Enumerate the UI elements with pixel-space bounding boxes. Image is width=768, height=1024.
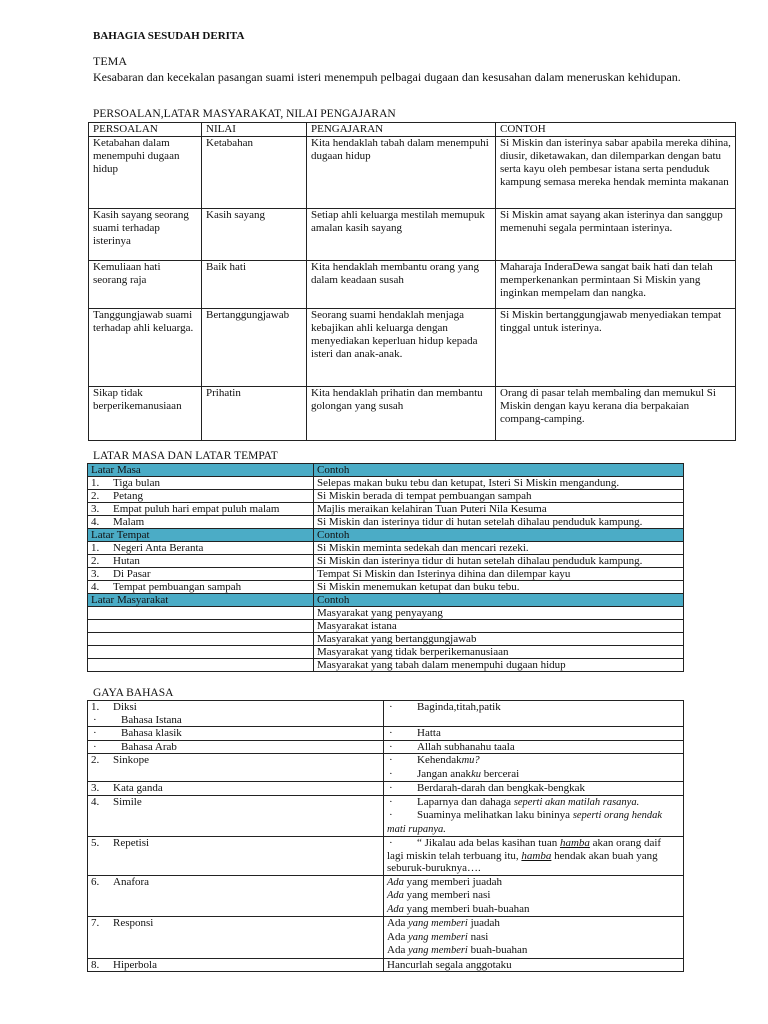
example-text: yang memberi: [408, 945, 468, 956]
group-label: Latar Tempat: [88, 529, 314, 542]
example-text: yang memberi: [408, 931, 468, 943]
latar-contoh: Si Miskin dan isterinya tidur di hutan setelah dihalau penduduk kampung.: [314, 516, 684, 529]
example-text: juadah: [467, 917, 500, 929]
table-cell: Kemuliaan hati seorang raja: [89, 261, 202, 309]
type-label: Sinkope: [113, 754, 150, 766]
latar-contoh: Tempat Si Miskin dan Isterinya dihina dan dilempar kayu: [314, 568, 684, 581]
tema-heading: TEMA: [93, 54, 127, 68]
column-header: PERSOALAN: [89, 123, 202, 137]
example-line: [387, 876, 680, 890]
latar-item: [88, 477, 314, 490]
table-row: [88, 555, 684, 568]
item-number: 3.: [91, 782, 100, 794]
example-text: yang memberi: [408, 918, 468, 929]
table-row: [88, 477, 684, 490]
table-cell: Tanggungjawab suami terhadap ahli keluarga.: [89, 309, 202, 387]
persoalan-table: [88, 122, 736, 441]
type-line: [91, 714, 380, 727]
example-text: Hatta: [417, 727, 441, 739]
table-row: [89, 261, 736, 309]
table-row: [89, 387, 736, 441]
example-line: [387, 796, 680, 810]
type-line: [91, 796, 380, 809]
table-row: [88, 837, 684, 876]
gaya-type: [88, 958, 384, 972]
gaya-type: [88, 837, 384, 876]
column-header: NILAI: [202, 123, 307, 137]
type-label: Kata ganda: [113, 782, 163, 794]
table-cell: Prihatin: [202, 387, 307, 441]
gaya-type: [88, 782, 384, 796]
item-text: Empat puluh hari empat puluh malam: [113, 503, 280, 515]
bullet-icon: ·: [389, 740, 393, 753]
type-label: Simile: [113, 795, 142, 808]
bullet-icon: ·: [93, 727, 97, 739]
item-number: 5.: [91, 837, 100, 849]
item-number: 1.: [91, 477, 100, 489]
column-header: CONTOH: [496, 123, 736, 137]
item-number: 7.: [91, 917, 100, 929]
item-number: 2.: [91, 754, 100, 766]
latar-contoh: Masyarakat istana: [314, 620, 684, 633]
example-text: Baginda,titah,patik: [417, 701, 501, 713]
item-number: 2.: [91, 490, 100, 502]
group-header-row: [88, 529, 684, 542]
example-text: hendak akan buah yang seburuk-buruknya….: [387, 849, 658, 874]
table-row: [88, 958, 684, 972]
example-text: hamba: [521, 849, 552, 862]
latar-contoh: Masyarakat yang bertanggungjawab: [314, 633, 684, 646]
example-line: [387, 727, 680, 740]
example-text: ku: [471, 768, 481, 780]
table-cell: Maharaja InderaDewa sangat baik hati dan telah memperkenankan permintaan Si Miskin yang inginkan mempelam dan nangka.: [496, 261, 736, 309]
bullet-icon: ·: [389, 809, 393, 821]
example-line: [387, 917, 680, 931]
bullet-icon: ·: [389, 782, 393, 794]
persoalan-heading: PERSOALAN,LATAR MASYARAKAT, NILAI PENGAJARAN: [93, 108, 396, 120]
example-text: akan orang daif lagi miskin telah terbuang itu,: [387, 837, 662, 862]
table-row: [88, 782, 684, 796]
group-header-row: [88, 594, 684, 607]
example-line: [387, 782, 680, 795]
table-cell: Baik hati: [202, 261, 307, 309]
item-text: Di Pasar: [113, 568, 151, 580]
gaya-example: [384, 740, 684, 754]
table-cell: Ketabahan: [202, 137, 307, 209]
example-text: Hancurlah segala anggotaku: [387, 958, 512, 971]
gaya-example: [384, 795, 684, 837]
example-text: seperti akan matilah rasanya.: [513, 796, 640, 808]
example-text: Ada: [387, 930, 409, 943]
table-row: [88, 875, 684, 917]
table-header-row: [89, 123, 736, 137]
table-cell: Sikap tidak berperikemanusiaan: [89, 387, 202, 441]
latar-heading: LATAR MASA DAN LATAR TEMPAT: [93, 450, 278, 462]
item-text: Malam: [113, 516, 145, 528]
contoh-label: Contoh: [314, 594, 684, 607]
latar-table: [87, 463, 684, 672]
item-number: 3.: [91, 503, 100, 515]
document-title: BAHAGIA SESUDAH DERITA: [93, 30, 245, 42]
table-row: [88, 795, 684, 837]
type-line: [91, 754, 380, 767]
type-line: [91, 741, 380, 754]
latar-item: [88, 490, 314, 503]
example-line: [387, 754, 680, 768]
example-text: Ada: [387, 876, 404, 888]
table-row: [88, 740, 684, 754]
group-label: Latar Masyarakat: [88, 594, 314, 607]
item-number: 2.: [91, 555, 100, 567]
table-row: [89, 137, 736, 209]
gaya-type: [88, 727, 384, 741]
latar-contoh: Majlis meraikan kelahiran Tuan Puteri Nila Kesuma: [314, 503, 684, 516]
gaya-example: [384, 754, 684, 782]
example-text: Ada: [387, 903, 404, 915]
table-row: [88, 516, 684, 529]
example-text: bercerai: [480, 767, 520, 780]
latar-contoh: Masyarakat yang tabah dalam menempuhi dugaan hidup: [314, 659, 684, 672]
example-line: [387, 809, 680, 836]
latar-item: [88, 503, 314, 516]
latar-item: [88, 555, 314, 568]
table-row: [89, 209, 736, 261]
gaya-type: [88, 740, 384, 754]
example-line: [387, 903, 680, 917]
table-row: [88, 490, 684, 503]
bullet-icon: ·: [389, 795, 393, 808]
example-text: “ Jikalau ada belas kasihan tuan: [417, 837, 560, 849]
gaya-example: [384, 701, 684, 727]
latar-item: [88, 633, 314, 646]
table-cell: Bertanggungjawab: [202, 309, 307, 387]
type-line: [91, 782, 380, 795]
group-header-row: [88, 464, 684, 477]
type-label: Bahasa Istana: [121, 713, 182, 726]
table-row: [88, 581, 684, 594]
item-number: 1.: [91, 701, 100, 713]
latar-contoh: Si Miskin dan isterinya tidur di hutan setelah dihalau penduduk kampung.: [314, 555, 684, 568]
table-row: [89, 309, 736, 387]
contoh-label: Contoh: [314, 464, 684, 477]
item-number: 4.: [91, 581, 100, 593]
example-line: [387, 944, 680, 958]
example-line: [387, 837, 680, 875]
gaya-example: [384, 917, 684, 959]
type-label: Repetisi: [113, 837, 150, 849]
table-row: [88, 754, 684, 782]
table-cell: Kita hendaklah membantu orang yang dalam keadaan susah: [307, 261, 496, 309]
table-cell: Setiap ahli keluarga mestilah memupuk amalan kasih sayang: [307, 209, 496, 261]
example-text: Ada: [387, 890, 404, 901]
table-row: [88, 620, 684, 633]
latar-item: [88, 620, 314, 633]
tema-text: Kesabaran dan kecekalan pasangan suami isteri menempuh pelbagai dugaan dan kesusahan dalam meneruskan kehidupan.: [93, 70, 681, 84]
type-line: [91, 701, 380, 714]
latar-contoh: Si Miskin meminta sedekah dan mencari rezeki.: [314, 542, 684, 555]
item-number: 6.: [91, 875, 100, 888]
type-label: Bahasa klasik: [121, 727, 182, 739]
example-line: [387, 959, 680, 972]
type-line: [91, 837, 380, 850]
example-text: hamba: [559, 837, 590, 849]
gaya-type: [88, 795, 384, 837]
type-line: [91, 727, 380, 740]
bullet-icon: ·: [389, 767, 393, 780]
type-line: [91, 917, 380, 930]
bullet-icon: ·: [93, 713, 97, 726]
example-text: Kehendak: [417, 754, 462, 766]
table-cell: Orang di pasar telah membaling dan memukul Si Miskin dengan kayu kerana dia berpakaian compang-camping.: [496, 387, 736, 441]
latar-contoh: Si Miskin berada di tempat pembuangan sampah: [314, 490, 684, 503]
table-cell: Si Miskin dan isterinya sabar apabila mereka dihina, diusir, diketawakan, dan dilemparkan dengan batu serta kayu oleh pembesar istana serta penduduk kampung semasa mereka hendak meminta makanan: [496, 137, 736, 209]
table-cell: Seorang suami hendaklah menjaga kebajikan ahli keluarga dengan menyediakan keperluan hidup kepada isteri dan anak-anak.: [307, 309, 496, 387]
example-line: [387, 768, 680, 782]
table-cell: Kita hendaklah tabah dalam menempuhi dugaan hidup: [307, 137, 496, 209]
bullet-icon: ·: [389, 701, 393, 713]
latar-item: [88, 607, 314, 620]
table-cell: Kasih sayang: [202, 209, 307, 261]
latar-item: [88, 659, 314, 672]
gaya-example: [384, 875, 684, 917]
bullet-icon: ·: [389, 837, 393, 849]
example-line: [387, 741, 680, 754]
bullet-icon: ·: [389, 754, 393, 766]
item-text: Negeri Anta Beranta: [113, 542, 204, 554]
example-text: Suaminya melihatkan laku bininya: [417, 809, 573, 821]
example-text: Allah subhanahu taala: [417, 740, 515, 753]
item-number: 1.: [91, 542, 100, 554]
example-text: yang memberi buah-buahan: [403, 902, 530, 915]
column-header: PENGAJARAN: [307, 123, 496, 137]
example-text: nasi: [467, 930, 489, 943]
item-text: Tempat pembuangan sampah: [113, 581, 242, 593]
gaya-type: [88, 754, 384, 782]
table-row: [88, 568, 684, 581]
gaya-bahasa-table: [87, 700, 684, 972]
type-label: Hiperbola: [113, 958, 157, 971]
table-cell: Si Miskin amat sayang akan isterinya dan sanggup memenuhi segala permintaan isterinya.: [496, 209, 736, 261]
gaya-bahasa-heading: GAYA BAHASA: [93, 687, 174, 699]
type-line: [91, 959, 380, 972]
item-number: 3.: [91, 568, 100, 580]
example-line: [387, 889, 680, 903]
bullet-icon: ·: [93, 740, 97, 753]
item-text: Petang: [113, 490, 143, 502]
latar-contoh: Masyarakat yang penyayang: [314, 607, 684, 620]
gaya-type: [88, 701, 384, 727]
example-line: [387, 701, 680, 714]
latar-contoh: Selepas makan buku tebu dan ketupat, Isteri Si Miskin mengandung.: [314, 477, 684, 490]
table-row: [88, 917, 684, 959]
table-row: [88, 646, 684, 659]
table-row: [88, 633, 684, 646]
type-label: Bahasa Arab: [121, 740, 177, 753]
table-cell: Ketabahan dalam menempuhi dugaan hidup: [89, 137, 202, 209]
table-row: [88, 659, 684, 672]
item-text: Tiga bulan: [113, 477, 160, 489]
gaya-type: [88, 875, 384, 917]
contoh-label: Contoh: [314, 529, 684, 542]
table-row: [88, 503, 684, 516]
group-label: Latar Masa: [88, 464, 314, 477]
item-number: 4.: [91, 516, 100, 528]
table-cell: Kasih sayang seorang suami terhadap isterinya: [89, 209, 202, 261]
example-text: yang memberi juadah: [403, 875, 502, 888]
example-line: [387, 931, 680, 945]
bullet-icon: ·: [389, 727, 393, 739]
gaya-example: [384, 782, 684, 796]
example-text: seperti orang hendak mati rupanya.: [387, 810, 663, 835]
gaya-example: [384, 958, 684, 972]
example-text: Laparnya dan dahaga: [417, 795, 514, 808]
gaya-type: [88, 917, 384, 959]
example-text: Berdarah-darah dan bengkak-bengkak: [417, 782, 585, 794]
item-number: 4.: [91, 795, 100, 808]
latar-item: [88, 542, 314, 555]
type-label: Anafora: [113, 875, 150, 888]
latar-item: [88, 646, 314, 659]
latar-item: [88, 568, 314, 581]
example-text: Ada: [387, 917, 409, 929]
type-line: [91, 876, 380, 889]
example-text: mu?: [461, 755, 480, 766]
gaya-example: [384, 837, 684, 876]
table-row: [88, 542, 684, 555]
table-row: [88, 701, 684, 727]
example-text: yang memberi nasi: [403, 889, 491, 901]
latar-item: [88, 516, 314, 529]
table-cell: Kita hendaklah prihatin dan membantu golongan yang susah: [307, 387, 496, 441]
latar-item: [88, 581, 314, 594]
item-number: 8.: [91, 958, 100, 971]
table-row: [88, 607, 684, 620]
example-text: Ada: [387, 944, 409, 956]
item-text: Hutan: [113, 555, 140, 567]
type-label: Responsi: [113, 917, 154, 929]
gaya-example: [384, 727, 684, 741]
type-label: Diksi: [113, 701, 137, 713]
example-text: buah-buahan: [467, 944, 528, 956]
example-text: Jangan anak: [417, 767, 472, 780]
latar-contoh: Masyarakat yang tidak berperikemanusiaan: [314, 646, 684, 659]
table-row: [88, 727, 684, 741]
table-cell: Si Miskin bertanggungjawab menyediakan tempat tinggal untuk isterinya.: [496, 309, 736, 387]
latar-contoh: Si Miskin menemukan ketupat dan buku tebu.: [314, 581, 684, 594]
